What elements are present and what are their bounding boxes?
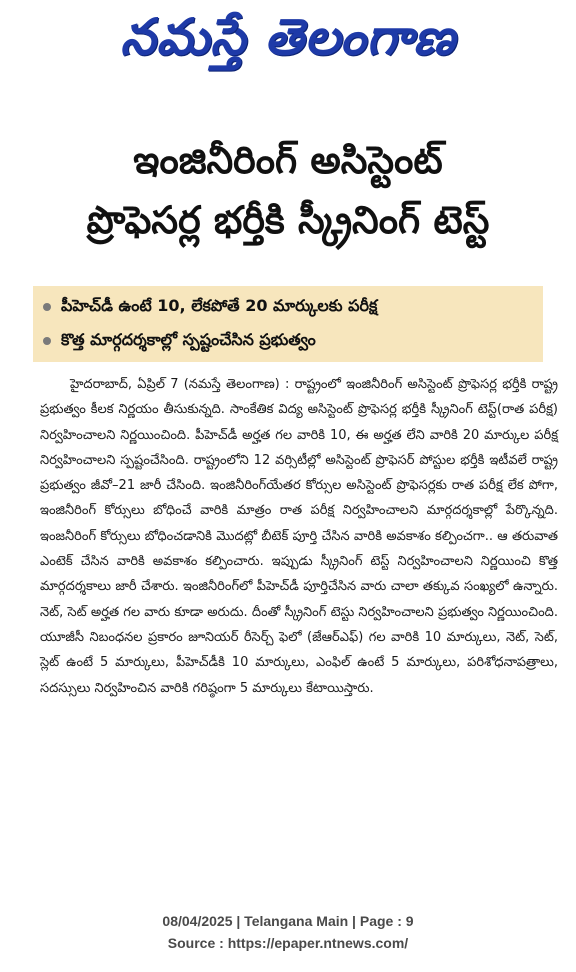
article-body: హైదరాబాద్, ఏప్రిల్ 7 (నమస్తే తెలంగాణ) : రాష్ట్రంలో ఇంజినీరింగ్ అసిస్టెంట్ ప్రొఫెసర్ల భర్తీకి రాష్ట్ర ప్రభుత్వం కీలక నిర్ణయం తీసుకున్నది. సాంకేతిక విద్య అసిస్టెంట్ ప్రొఫెసర్ల భర్తీకి స్క్రీనింగ్ టెస్ట్(రాత పరీక్ష) నిర్వహించాలని నిర్ణయించింది. పీహెచ్‌డీ అర్హత గల వారికి 10, ఈ అర్హత లేని వారికి 20 మార్కుల పరీక్ష నిర్వహించాలని స్పష్టంచేసింది. రాష్ట్రంలోని 12 వర్సిటీల్లో అసిస్టెంట్ ప్రొఫెసర్ పోస్టుల భర్తీకి ఇటీవలే రాష్ట్ర ప్రభుత్వం జీవో–21 జారీ చేసింది. ఇంజినీరింగ్‌యేతర కోర్సుల అసిస్టెంట్ ప్రొఫెసర్లకు రాత పరీక్ష లేక పోగా, ఇంజినీరింగ్ కోర్సులు బోధించే వారికి మాత్రం రాత పరీక్ష నిర్వహించాలని మార్గదర్శకాల్లో పేర్కొన్నది. ఇంజనీరింగ్ కోర్సులు బోధించడానికి మొదట్లో బీటెక్ పూర్తి చేసిన వారికి అవకాశం కల్పించగా.. ఆ తరువాత ఎంటెక్ చేసిన వారికి అవకాశం కల్పించారు. ఇప్పుడు స్క్రీనింగ్ టెస్ట్ నిర్వహించాలని నిర్ణయించి కొత్త మార్గదర్శకాలు జారీ చేశారు. ఇంజినీరింగ్‌లో పీహెచ్‌డీ పూర్తిచేసిన వారు చాలా తక్కువ సంఖ్యలో ఉన్నారు. నెట్, సెట్ అర్హత గల వారు కూడా అరుదు. దీంతో స్క్రీనింగ్ టెస్టు నిర్వహించాలని ప్రభుత్వం నిర్ణయించింది. యూజీసీ నిబంధనల ప్రకారం జూనియర్ రీసెర్చ్ ఫెలో (జేఆర్ఎఫ్) గల వారికి 10 మార్కులు, నెట్, సెట్, స్లెట్ ఉంటే 5 మార్కులు, పీహెచ్‌డీకి 10 మార్కులు, ఎంఫిల్ ఉంటే 5 మార్కులు, పరిశోధనాపత్రాలు, సదస్సులు నిర్వహించిన వారికి గరిష్ఠంగా 5 మార్కులు కేటాయిస్తారు. bbox=[40, 377, 558, 696]
masthead bbox=[0, 6, 576, 80]
newspaper-logo: నమస్తే తెలంగాణ bbox=[120, 7, 456, 66]
bullet-icon bbox=[43, 303, 51, 311]
highlight-text: పీహెచ్‌డీ ఉంటే 10, లేకపోతే 20 మార్కులకు పరీక్ష bbox=[61, 295, 378, 315]
headline-line-2: ప్రొఫెసర్ల భర్తీకి స్క్రీనింగ్ టెస్ట్ bbox=[86, 198, 490, 242]
highlight-text: కొత్త మార్గదర్శకాల్లో స్పష్టంచేసిన ప్రభుత్వం bbox=[61, 329, 316, 349]
bullet-icon bbox=[43, 337, 51, 345]
source-link[interactable]: Source : https://epaper.ntnews.com/ bbox=[167, 935, 409, 951]
headline-line-1: ఇంజినీరింగ్ అసిస్టెంట్ bbox=[133, 138, 443, 182]
headline bbox=[0, 130, 576, 250]
highlight-item bbox=[41, 290, 535, 324]
footer bbox=[0, 910, 576, 954]
highlight-item bbox=[41, 324, 535, 358]
edition-dateline: 08/04/2025 | Telangana Main | Page : 9 bbox=[162, 913, 414, 929]
highlights-box bbox=[33, 286, 543, 362]
